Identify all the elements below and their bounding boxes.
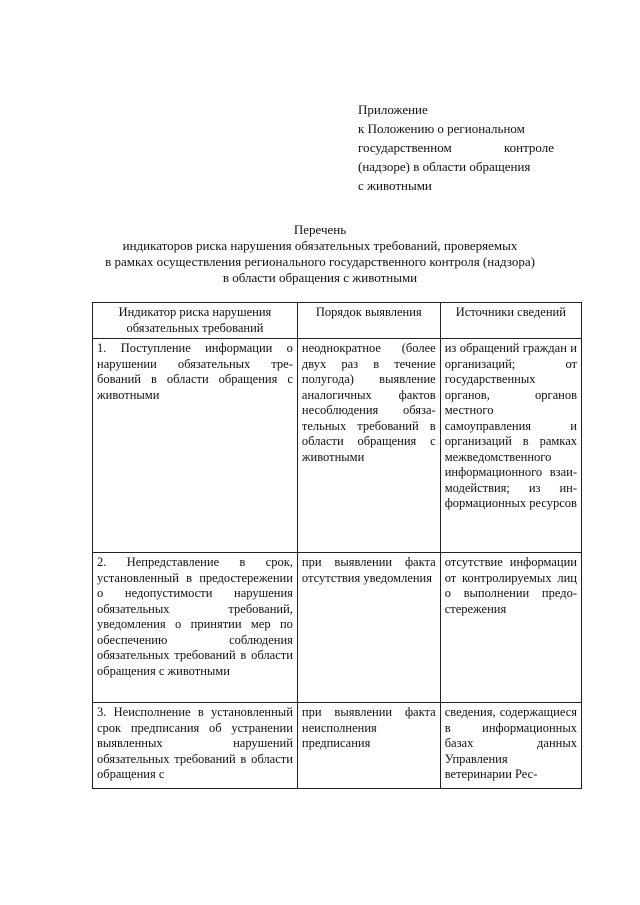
- header-indicator: Индикатор риска нарушения обязательных требований: [93, 303, 298, 339]
- table-row: [93, 553, 582, 703]
- header-procedure: Порядок выявления: [297, 303, 440, 339]
- appendix-line: с животными: [358, 178, 432, 193]
- indicator-cell: 1. Поступление информации о нарушении обязательных требований в области обращения с животными: [93, 339, 298, 553]
- document-title: [40, 222, 600, 286]
- procedure-cell: при выявлении факта неисполнения предписания: [297, 703, 440, 789]
- title-line: в рамках осуществления регионального государственного контроля (надзора): [105, 254, 535, 269]
- sources-cell: сведения, содержащиеся в информационных базах данных Управления ветеринарии Рес-: [440, 703, 581, 789]
- appendix-word: государственном: [358, 140, 452, 155]
- appendix-line: к Положению о региональном: [358, 121, 525, 136]
- header-sources: Источники сведений: [440, 303, 581, 339]
- appendix-line: (надзоре) в области обращения: [358, 159, 531, 174]
- appendix-word: контроле: [503, 140, 554, 155]
- appendix-line: [358, 138, 554, 157]
- indicator-cell: 3. Неисполнение в установленный срок предписания об устранении выявленных нарушений обязательных требований в области обращения с: [93, 703, 298, 789]
- risk-indicators-table: [92, 302, 582, 789]
- table-header-row: [93, 303, 582, 339]
- procedure-cell: неоднократное (более двух раз в течение полугода) выявление аналогичных фактов несоблюдения обязательных требований в области обращения с животными: [297, 339, 440, 553]
- sources-cell: отсутствие информации от контролируемых лиц о выполнении предостережения: [440, 553, 581, 703]
- title-line: в области обращения с животными: [222, 270, 418, 285]
- indicator-cell: 2. Непредставление в срок, установленный в предостережении о недопустимости нарушения обязательных требований, уведомления о принятии мер по обеспечению соблюдения обязательных требований в области обращения с животными: [93, 553, 298, 703]
- appendix-line: Приложение: [358, 102, 428, 117]
- title-line: индикаторов риска нарушения обязательных требований, проверяемых: [122, 238, 518, 253]
- table-row: [93, 703, 582, 789]
- sources-cell: из обращений граждан и организаций; от государственных органов, органов местного самоуправления и организаций в рамках межведомственного информационного взаимодействия; из информационных ресурсов: [440, 339, 581, 553]
- procedure-cell: при выявлении факта отсутствия уведомления: [297, 553, 440, 703]
- table-row: [93, 339, 582, 553]
- appendix-block: [358, 100, 554, 195]
- title-heading: Перечень: [293, 222, 347, 237]
